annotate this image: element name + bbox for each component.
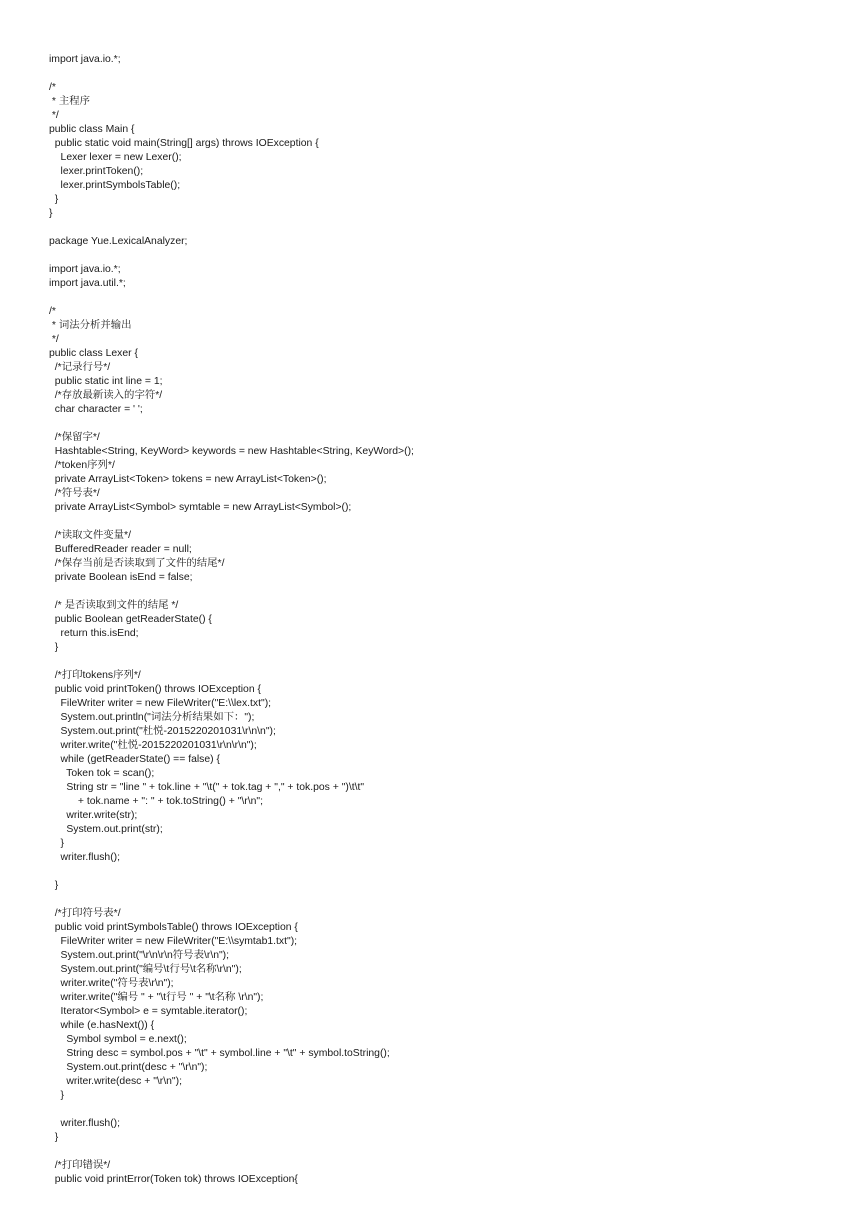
- code-line: [49, 67, 414, 81]
- code-line: /*记录行号*/: [49, 362, 111, 373]
- code-line: public void printError(Token tok) throws IOException{: [49, 1174, 298, 1185]
- code-line: writer.flush();: [49, 852, 121, 863]
- code-line: System.out.print("编号\t行号\t名称\r\n");: [49, 964, 242, 975]
- code-line: [49, 417, 414, 431]
- code-line: * 词法分析并输出: [49, 320, 132, 331]
- code-line: System.out.print(desc + "\r\n");: [49, 1062, 208, 1073]
- code-line: * 主程序: [49, 96, 90, 107]
- code-line: }: [49, 1090, 65, 1101]
- code-line: [49, 655, 414, 669]
- code-line: public void printSymbolsTable() throws IOException {: [49, 922, 298, 933]
- code-line: /*: [49, 306, 56, 317]
- code-line: */: [49, 110, 59, 121]
- code-line: [49, 865, 414, 879]
- code-line: [49, 291, 414, 305]
- code-line: [49, 893, 414, 907]
- code-line: import java.util.*;: [49, 278, 126, 289]
- code-line: [49, 1145, 414, 1159]
- code-line: }: [49, 208, 53, 219]
- code-line: return this.isEnd;: [49, 628, 139, 639]
- code-line: Lexer lexer = new Lexer();: [49, 152, 182, 163]
- code-line: [49, 1103, 414, 1117]
- code-line: public class Main {: [49, 124, 135, 135]
- code-line: while (e.hasNext()) {: [49, 1020, 155, 1031]
- code-line: /*符号表*/: [49, 488, 100, 499]
- code-line: /*保存当前是否读取到了文件的结尾*/: [49, 558, 225, 569]
- code-line: import java.io.*;: [49, 264, 121, 275]
- code-line: import java.io.*;: [49, 54, 121, 65]
- code-line: package Yue.LexicalAnalyzer;: [49, 236, 188, 247]
- code-line: /*存放最新读入的字符*/: [49, 390, 163, 401]
- code-line: [49, 515, 414, 529]
- code-line: /*token序列*/: [49, 460, 115, 471]
- code-line: /*打印错误*/: [49, 1160, 111, 1171]
- code-line: String desc = symbol.pos + "\t" + symbol.line + "\t" + symbol.toString();: [49, 1048, 390, 1059]
- code-line: private ArrayList<Token> tokens = new ArrayList<Token>();: [49, 474, 327, 485]
- code-line: lexer.printSymbolsTable();: [49, 180, 181, 191]
- code-line: /*保留字*/: [49, 432, 100, 443]
- code-line: writer.write(str);: [49, 810, 138, 821]
- code-line: BufferedReader reader = null;: [49, 544, 192, 555]
- code-line: Symbol symbol = e.next();: [49, 1034, 187, 1045]
- code-line: public static int line = 1;: [49, 376, 163, 387]
- code-line: while (getReaderState() == false) {: [49, 754, 220, 765]
- code-line: }: [49, 1132, 59, 1143]
- code-line: writer.write("杜悦-2015220201031\r\n\r\n");: [49, 740, 257, 751]
- code-line: FileWriter writer = new FileWriter("E:\\lex.txt");: [49, 698, 272, 709]
- code-line: /*: [49, 82, 56, 93]
- code-line: Hashtable<String, KeyWord> keywords = new Hashtable<String, KeyWord>();: [49, 446, 414, 457]
- code-line: public class Lexer {: [49, 348, 138, 359]
- code-line: writer.write("符号表\r\n");: [49, 978, 174, 989]
- code-line: Token tok = scan();: [49, 768, 155, 779]
- code-line: }: [49, 838, 65, 849]
- code-line: writer.flush();: [49, 1118, 121, 1129]
- code-line: System.out.print(str);: [49, 824, 163, 835]
- code-line: }: [49, 194, 59, 205]
- code-line: char character = ' ';: [49, 404, 143, 415]
- code-line: [49, 585, 414, 599]
- code-line: writer.write(desc + "\r\n");: [49, 1076, 182, 1087]
- code-line: private Boolean isEnd = false;: [49, 572, 193, 583]
- code-line: System.out.println("词法分析结果如下：");: [49, 712, 255, 723]
- code-line: FileWriter writer = new FileWriter("E:\\symtab1.txt");: [49, 936, 298, 947]
- code-line: [49, 249, 414, 263]
- code-line: /*读取文件变量*/: [49, 530, 131, 541]
- code-line: */: [49, 334, 59, 345]
- code-line: }: [49, 880, 59, 891]
- code-line: System.out.print("杜悦-2015220201031\r\n\n");: [49, 726, 276, 737]
- source-code-listing: [49, 53, 414, 1187]
- code-line: public Boolean getReaderState() {: [49, 614, 212, 625]
- code-line: [49, 221, 414, 235]
- code-line: System.out.print("\r\n\r\n符号表\r\n");: [49, 950, 230, 961]
- code-line: public static void main(String[] args) throws IOException {: [49, 138, 319, 149]
- code-line: /* 是否读取到文件的结尾 */: [49, 600, 179, 611]
- code-line: /*打印tokens序列*/: [49, 670, 141, 681]
- code-line: String str = "line " + tok.line + "\t(" + tok.tag + "," + tok.pos + ")\t\t": [49, 782, 365, 793]
- code-line: /*打印符号表*/: [49, 908, 121, 919]
- code-line: lexer.printToken();: [49, 166, 144, 177]
- code-line: }: [49, 642, 59, 653]
- code-line: Iterator<Symbol> e = symtable.iterator();: [49, 1006, 248, 1017]
- code-line: writer.write("编号 " + "\t行号 " + "\t名称 \r\n");: [49, 992, 264, 1003]
- code-line: + tok.name + ": " + tok.toString() + "\r\n";: [49, 796, 263, 807]
- code-line: public void printToken() throws IOException {: [49, 684, 261, 695]
- code-line: private ArrayList<Symbol> symtable = new ArrayList<Symbol>();: [49, 502, 352, 513]
